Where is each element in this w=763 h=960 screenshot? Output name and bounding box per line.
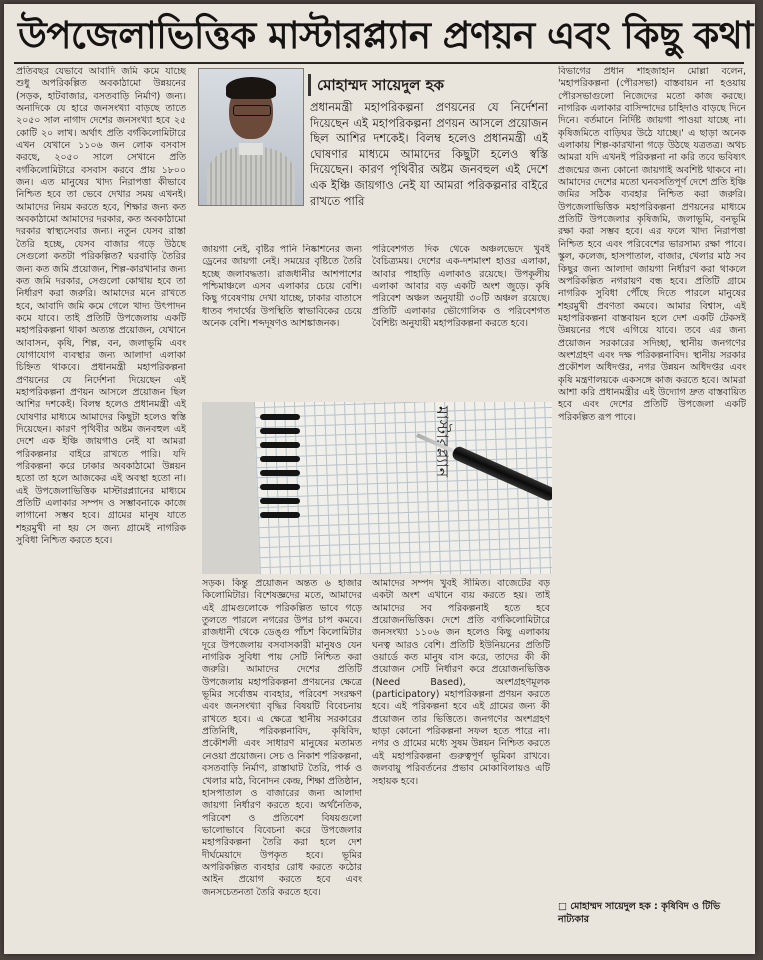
author-byline: □ মোহাম্মদ সায়েদুল হক : কৃষিবিদ ও টিভি নাট্যকার <box>558 901 721 925</box>
column-2-top-text: জায়গা নেই, বৃষ্টির পানি নিষ্কাশনের জন্য ড্রেনের জায়গা নেই। সময়ের বৃষ্টিতে তৈরি হচ্ছে জলাবদ্ধতা। রাজধানীর আশপাশের পশ্চিমাঞ্চলে এসব এলাকার চেয়ে বেশি। কিছু গবেষণায় দেখা যাচ্ছে, ঢাকার বাতাসে ধাতব পদার্থের উপস্থিতি স্বাভাবিকের চেয়ে অনেক বেশি। শব্দদূষণও আশঙ্কাজনক। <box>202 244 362 330</box>
column-1 <box>16 66 186 946</box>
headline: উপজেলাভিত্তিক মাস্টারপ্ল্যান প্রণয়ন এবং কিছু কথা <box>18 13 753 57</box>
column-4 <box>558 66 746 896</box>
notebook-handwriting: মাস্টারপ্ল্যান <box>433 406 452 478</box>
lead-paragraph: প্রধানমন্ত্রী মহাপরিকল্পনা প্রণয়নের যে নির্দেশনা দিয়েছেন এই মহাপরিকল্পনা প্রণয়ন আসলে প্রয়োজন ছিল আশির দশকেই। বিলম্ব হলেও প্রধানমন্ত্রী এই ঘোষণার মাধ্যমে আমাদের কিছুটা হলেও স্বস্তি দিয়েছেন। কারণ পৃথিবীর অষ্টম জনবহুল এই দেশে এক ইঞ্চি জায়গাও নেই যা আমরা পরিকল্পনার বাইরে রাখতে পারি <box>310 100 548 208</box>
column-3-bottom <box>372 578 550 946</box>
column-4-text: বিভাগের প্রধান শাহজাহান মোল্লা বলেন, 'মহাপরিকল্পনা (পৌরসভা) বাস্তবায়ন না হওয়ায় পৌরসভাগুলো নিজেদের মতো কাজ করছে। নাগরিক এলাকার বাসিন্দাদের চাহিদাও বাড়ছে দিনে দিনে। বর্তমানে নির্দিষ্ট জায়গা পাওয়া যাচ্ছে না। কৃষিজমিতে বাড়িঘর উঠে যাচ্ছে।' এ ছাড়া অনেক এলাকায় শিল্প-কারখানা গড়ে উঠছে যত্রতত্র। অথচ আমরা যদি এখনই পরিকল্পনা না করি তবে ভবিষ্যৎ প্রজন্মের জন্য কোনো জায়গাই অবশিষ্ট থাকবে না। আমাদের দেশের মতো ঘনবসতিপূর্ণ দেশে প্রতি ইঞ্চি জমির সঠিক ব্যবহার নিশ্চিত করা জরুরি। উপজেলাভিত্তিক মহাপরিকল্পনা প্রণয়নের মাধ্যমে প্রতিটি উপজেলার কৃষিজমি, জলাভূমি, বনভূমি রক্ষা করা সম্ভব হবে। এর ফলে খাদ্য নিরাপত্তা নিশ্চিত হবে এবং পরিবেশের ভারসাম্য রক্ষা পাবে। স্কুল, কলেজ, হাসপাতাল, বাজার, খেলার মাঠ সব কিছুর জন্য আলাদা জায়গা নির্ধারণ করা থাকলে অপরিকল্পিত নগরায়ণ বন্ধ হবে। প্রতিটি গ্রামে নাগরিক সুবিধা পৌঁছে দিতে পারলে মানুষের শহরমুখী প্রবণতা কমবে। আমার বিশ্বাস, এই মহাপরিকল্পনা বাস্তবায়ন হলে দেশ একটি টেকসই উন্নয়নের পথে এগিয়ে যাবে। তবে এর জন্য প্রয়োজন সরকারের সদিচ্ছা, স্থানীয় জনগণের অংশগ্রহণ এবং দক্ষ পরিকল্পনাবিদ। স্থানীয় সরকার প্রকৌশল অধিদপ্তর, নগর উন্নয়ন অধিদপ্তর এবং কৃষি মন্ত্রণালয়কে একসঙ্গে কাজ করতে হবে। আমরা আশা করি প্রধানমন্ত্রীর এই উদ্যোগ দ্রুত বাস্তবায়িত হবে এবং দেশের প্রতিটি উপজেলা একটি পরিকল্পিত রূপ পাবে। <box>558 66 746 423</box>
newspaper-page <box>4 4 755 954</box>
column-3-top-text: পরিবেশগত দিক থেকে অঞ্চলভেদে খুবই বৈচিত্র্যময়। দেশের এক-দশমাংশ হাওর এলাকা, আবার পাহাড়ি এলাকাও রয়েছে। উপকূলীয় এলাকা আবার বড় একটি অংশ জুড়ে। কৃষি পরিবেশ অঞ্চল অনুযায়ী ৩০টি অঞ্চল রয়েছে। প্রতিটি এলাকার ভৌগোলিক ও পরিবেশগত বৈশিষ্ট্য অনুযায়ী মহাপরিকল্পনা করতে হবে। <box>372 244 550 330</box>
notebook-illustration <box>202 402 552 574</box>
author-name: মোহাম্মদ সায়েদুল হক <box>308 74 557 96</box>
headline-rule <box>14 62 744 64</box>
glasses-icon <box>233 105 271 116</box>
author-photo <box>198 68 304 206</box>
column-2-top <box>202 244 362 400</box>
spiral-binding <box>260 406 300 566</box>
column-3-bottom-text: আমাদের সম্পদ খুবই সীমিত। বাজেটের বড় একটা অংশ এখানে ব্যয় করতে হয়। তাই আমাদের সব পরিকল্পনাই হতে হবে প্রয়োজনভিত্তিক। দেশে প্রতি বর্গকিলোমিটারে জনসংখ্যা ১১০৬ জন হলেও কিছু এলাকায় ঘনত্ব আরও বেশি। প্রতিটি ইউনিয়নের প্রতিটি ওয়ার্ডে কত মানুষ বাস করে, তাদের কী কী প্রয়োজন সেটি নির্ধারণ করে প্রয়োজনভিত্তিক (Need Based), অংশগ্রহণমূলক (participatory) মহাপরিকল্পনা প্রণয়ন করতে হবে। এই পরিকল্পনা হবে এই গ্রামের জন্য কী প্রয়োজন তার ভিত্তিতে। জনগণের অংশগ্রহণ ছাড়া কোনো পরিকল্পনা সফল হতে পারে না। নগর ও গ্রামের মধ্যে সুষম উন্নয়ন নিশ্চিত করতে এই মহাপরিকল্পনা গুরুত্বপূর্ণ ভূমিকা রাখবে। জলবায়ু পরিবর্তনের প্রভাব মোকাবিলায়ও এটি সহায়ক হবে। <box>372 578 550 787</box>
column-1-text: প্রতিবছর যেভাবে আবাদি জমি কমে যাচ্ছে শুধু অপরিকল্পিত অবকাঠামো উন্নয়নের (সড়ক, হাটবাজার, বসতবাড়ি নির্মাণ) জন্য। অনাদিকে যে হারে জনসংখ্যা বাড়ছে তাতে ২০৫০ সাল নাগাদ দেশের জনসংখ্যা হবে ২৫ কোটি ২০ লাখ। অর্থাৎ প্রতি বর্গকিলোমিটারে এখন যেখানে ১১০৬ জন লোক বসবাস করছে, ২০৫০ সালে সেখানে প্রতি বর্গকিলোমিটারে বসবাস করবে প্রায় ১৮০০ জন। এত মানুষের খাদ্য নিরাপত্তা কীভাবে নিশ্চিত হবে তা ভেবে দেখার সময় এখনই। আমাদের নিয়ম করতে হবে, শিক্ষার জন্য কত অবকাঠামো আমাদের দরকার, কত অবকাঠামো দরকার স্বাস্থ্যসেবার জন্য। নতুন যেসব রাস্তা তৈরি হচ্ছে, যেসব বাজার গড়ে উঠছে সেগুলো কতটা পরিকল্পিত? ঘরবাড়ি তৈরির জন্য কত জমি প্রয়োজন, শিল্প-কারখানার জন্য কত জমি দরকার, সেগুলো কোথায় হবে তা নির্ধারণ করা জরুরি। আমাদের মনে রাখতে হবে, আবাদি জমি কমে গেলে খাদ্য উৎপাদন কমে যাবে। তাই প্রতিটি উপজেলায় একটি মহাপরিকল্পনা থাকা অত্যন্ত প্রয়োজন, যেখানে আবাসন, কৃষি, শিল্প, বন, জলাভূমি এবং যোগাযোগ ব্যবস্থার জন্য আলাদা এলাকা চিহ্নিত থাকবে। প্রধানমন্ত্রী মহাপরিকল্পনা প্রণয়নের যে নির্দেশনা দিয়েছেন এই মহাপরিকল্পনা প্রণয়ন আসলে প্রয়োজন ছিল আশির দশকেই। বিলম্ব হলেও প্রধানমন্ত্রী এই ঘোষণার মাধ্যমে আমাদের কিছুটা হলেও স্বস্তি দিয়েছেন। কারণ পৃথিবীর অষ্টম জনবহুল এই দেশে এক ইঞ্চি জায়গাও নেই যা আমরা পরিকল্পনার বাইরে রাখতে পারি। যদি পরিকল্পনা করে ঢাকার অবকাঠামো উন্নয়ন হতো তা হলে আজকের এই অবস্থা হতো না। এই উপজেলাভিত্তিক মাস্টারপ্ল্যানের মাধ্যমে প্রতিটি এলাকার সম্পদ ও সম্ভাবনাকে কাজে লাগানো সম্ভব হবে। গ্রামের মানুষ যাতে শহরমুখী না হয় সে জন্য গ্রামেই নাগরিক সুবিধা নিশ্চিত করতে হবে। <box>16 66 186 547</box>
column-3-top <box>372 244 550 400</box>
column-2-bottom <box>202 578 362 946</box>
column-2-bottom-text: সড়ক। কিন্তু প্রয়োজন অন্তত ৬ হাজার কিলোমিটার। বিশেষজ্ঞদের মতে, আমাদের এই গ্রামগুলোকে পরিকল্পিত ভাবে গড়ে তুলতে পারলে নগরের উপর চাপ কমবে। রাজধানী থেকে ডেঙ্গু পাঁচশ কিলোমিটার দূরে উপজেলায় বসবাসকারী মানুষও যেন নাগরিক সুবিধা পায় সেটি নিশ্চিত করা জরুরি। আমাদের দেশের প্রতিটি উপজেলায় মহাপরিকল্পনা প্রণয়নের ক্ষেত্রে ভূমির সর্বোত্তম ব্যবহার, পরিবেশ সংরক্ষণ এবং জনসংখ্যা বৃদ্ধির বিষয়টি বিবেচনায় রাখতে হবে। এ ক্ষেত্রে স্থানীয় সরকারের প্রতিনিধি, পরিকল্পনাবিদ, কৃষিবিদ, প্রকৌশলী এবং সাধারণ মানুষের মতামত নেওয়া প্রয়োজন। সেচ ও নিকাশ পরিকল্পনা, বসতবাড়ি নির্মাণ, রাস্তাঘাট তৈরি, পার্ক ও খেলার মাঠ, বিনোদন কেন্দ্র, শিক্ষা প্রতিষ্ঠান, হাসপাতাল ও বাজারের জন্য আলাদা জায়গা নির্ধারণ করতে হবে। অর্থনৈতিক, পরিবেশ ও প্রতিবেশ বিষয়গুলো ভালোভাবে বিবেচনা করে উপজেলার মহাপরিকল্পনা তৈরি করা হলে দেশ দীর্ঘমেয়াদে উপকৃত হবে। ভূমির অপরিকল্পিত ব্যবহার রোধ করতে কঠোর আইন প্রয়োগ করতে হবে এবং জনসচেতনতা তৈরি করতে হবে। <box>202 578 362 898</box>
